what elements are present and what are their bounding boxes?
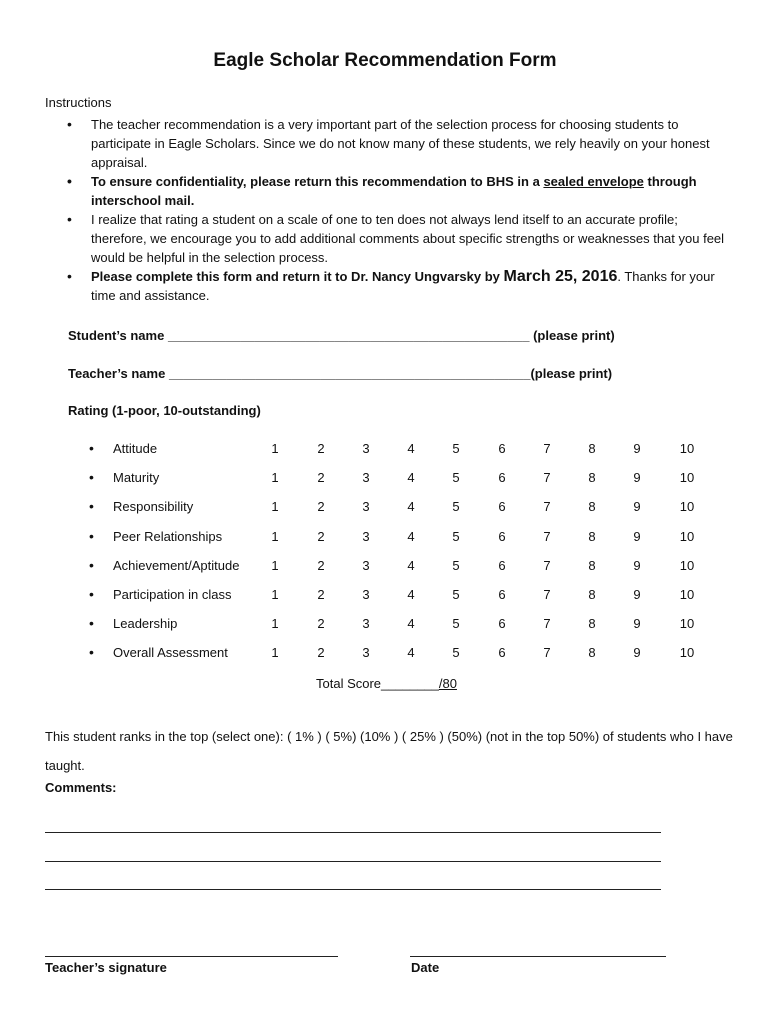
rating-row xyxy=(0,498,770,527)
rating-option[interactable]: 6 xyxy=(498,557,506,573)
rating-criterion-label: Participation in class xyxy=(113,586,232,602)
rating-option[interactable]: 9 xyxy=(633,586,641,602)
bullet-icon: • xyxy=(89,644,94,661)
instruction-text: Please complete this form and return it to Dr. Nancy Ungvarsky by xyxy=(91,269,504,284)
comment-line[interactable] xyxy=(45,861,661,862)
rating-option[interactable]: 1 xyxy=(271,528,279,544)
comment-line[interactable] xyxy=(45,889,661,890)
rating-option[interactable]: 10 xyxy=(679,528,695,544)
rating-option[interactable]: 4 xyxy=(407,586,415,602)
rating-option[interactable]: 9 xyxy=(633,645,641,661)
rating-heading: Rating (1-poor, 10-outstanding) xyxy=(68,403,261,418)
rating-option[interactable]: 4 xyxy=(407,441,415,456)
total-score-blank[interactable]: ________ xyxy=(381,676,439,691)
rating-option[interactable]: 1 xyxy=(271,586,279,602)
rating-row xyxy=(0,528,770,557)
rating-option[interactable]: 2 xyxy=(317,586,325,602)
rating-option[interactable]: 9 xyxy=(633,557,641,573)
rating-option[interactable]: 5 xyxy=(452,470,460,486)
rating-option[interactable]: 1 xyxy=(271,645,279,661)
comment-line[interactable] xyxy=(45,832,661,833)
rating-criterion-label: Maturity xyxy=(113,470,160,486)
rating-row xyxy=(0,644,770,673)
rating-option[interactable]: 7 xyxy=(543,441,551,456)
rating-option[interactable]: 7 xyxy=(543,528,551,544)
instruction-text: To ensure confidentiality, please return this recommendation to BHS in a xyxy=(91,174,544,189)
rating-option[interactable]: 2 xyxy=(317,616,325,632)
rating-option[interactable]: 3 xyxy=(362,557,370,573)
teacher-name-suffix: (please print) xyxy=(530,366,613,381)
rating-option[interactable]: 1 xyxy=(271,499,279,515)
bullet-icon: • xyxy=(89,585,94,602)
rating-option[interactable]: 6 xyxy=(498,528,506,544)
rating-option[interactable]: 1 xyxy=(271,616,279,632)
rating-option[interactable]: 3 xyxy=(362,499,370,515)
teacher-name-label: Teacher’s name xyxy=(68,366,166,381)
rating-row xyxy=(0,440,770,469)
rating-option[interactable]: 5 xyxy=(452,528,460,544)
rating-option[interactable]: 7 xyxy=(543,470,551,486)
instruction-text: I realize that rating a student on a scale of one to ten does not always lend itself to an accurate profile; therefore, we encourage you to add additional comments about specific strengths or weaknesses that you feel would be helpful in the selection process. xyxy=(91,212,725,265)
rating-table xyxy=(0,440,770,674)
due-date: March 25, 2016 xyxy=(503,268,618,285)
rating-option[interactable]: 2 xyxy=(317,441,325,456)
student-name-line[interactable]: __________________________________________________ xyxy=(167,328,530,343)
sealed-envelope-text: sealed envelope xyxy=(543,174,644,189)
bullet-icon: • xyxy=(89,440,94,456)
rating-criterion-label: Peer Relationships xyxy=(113,528,223,544)
teacher-name-field[interactable] xyxy=(68,366,612,381)
rating-option[interactable]: 1 xyxy=(271,470,279,486)
student-name-field[interactable] xyxy=(68,328,615,343)
rating-option[interactable]: 2 xyxy=(317,470,325,486)
rating-option[interactable]: 7 xyxy=(543,586,551,602)
rank-selection[interactable]: This student ranks in the top (select one): ( 1% ) ( 5%) (10% ) ( 25% ) (50%) (not in the top 50%) of students who I have taught. xyxy=(45,729,733,773)
rating-option[interactable]: 3 xyxy=(362,616,370,632)
student-name-label: Student’s name xyxy=(68,328,165,343)
rating-option[interactable]: 3 xyxy=(362,586,370,602)
rating-option[interactable]: 8 xyxy=(588,645,596,661)
rating-option[interactable]: 3 xyxy=(362,441,370,456)
rating-option[interactable]: 8 xyxy=(588,528,596,544)
rating-option[interactable]: 4 xyxy=(407,645,415,661)
bullet-icon: • xyxy=(89,498,94,515)
rating-option[interactable]: 6 xyxy=(498,645,506,661)
instruction-item xyxy=(45,210,735,267)
rating-row xyxy=(0,615,770,644)
rating-option[interactable]: 8 xyxy=(588,499,596,515)
total-score xyxy=(316,676,457,691)
rating-option[interactable]: 7 xyxy=(543,557,551,573)
rating-option[interactable]: 5 xyxy=(452,616,460,632)
rating-option[interactable]: 10 xyxy=(679,586,695,602)
rating-option[interactable]: 6 xyxy=(498,586,506,602)
rating-option[interactable]: 1 xyxy=(271,441,279,456)
instruction-text: through interschool mail. xyxy=(91,174,697,208)
rating-option[interactable]: 10 xyxy=(679,557,695,573)
rating-option[interactable]: 3 xyxy=(362,528,370,544)
instructions-heading: Instructions xyxy=(45,95,112,110)
rating-option[interactable]: 3 xyxy=(362,645,370,661)
total-score-max: /80 xyxy=(438,676,457,691)
rating-option[interactable]: 4 xyxy=(407,470,415,486)
rating-criterion-label: Attitude xyxy=(113,441,158,456)
rating-option[interactable]: 5 xyxy=(452,441,460,456)
instruction-item xyxy=(45,267,735,305)
rating-option[interactable]: 2 xyxy=(317,557,325,573)
rating-option[interactable]: 3 xyxy=(362,470,370,486)
student-name-suffix: (please print) xyxy=(533,328,615,343)
rating-row xyxy=(0,469,770,498)
rating-option[interactable]: 7 xyxy=(543,645,551,661)
rating-criterion-label: Leadership xyxy=(113,616,178,632)
instruction-text: . Thanks for your time and assistance. xyxy=(91,269,715,303)
date-label: Date xyxy=(411,960,440,975)
rating-option[interactable]: 4 xyxy=(407,557,415,573)
rating-option[interactable]: 2 xyxy=(317,499,325,515)
date-line[interactable] xyxy=(410,956,666,957)
rating-row xyxy=(0,586,770,615)
rating-option[interactable]: 8 xyxy=(588,616,596,632)
teacher-signature-label: Teacher’s signature xyxy=(45,960,167,975)
rating-option[interactable]: 9 xyxy=(633,499,641,515)
signature-line[interactable] xyxy=(45,956,338,957)
rating-option[interactable]: 4 xyxy=(407,528,415,544)
rating-option[interactable]: 9 xyxy=(633,470,641,486)
comments-label: Comments: xyxy=(45,780,117,795)
rating-option[interactable]: 9 xyxy=(633,441,641,456)
rating-option[interactable]: 5 xyxy=(452,645,460,661)
total-score-label: Total Score xyxy=(316,676,382,691)
rating-option[interactable]: 4 xyxy=(407,499,415,515)
rating-option[interactable]: 6 xyxy=(498,470,506,486)
rating-option[interactable]: 6 xyxy=(498,499,506,515)
rating-criterion-label: Overall Assessment xyxy=(113,645,228,661)
rating-option[interactable]: 5 xyxy=(452,499,460,515)
rating-option[interactable]: 10 xyxy=(679,470,695,486)
instruction-item xyxy=(45,115,735,172)
rating-option[interactable]: 6 xyxy=(498,616,506,632)
rating-option[interactable]: 6 xyxy=(498,441,506,456)
rating-option[interactable]: 5 xyxy=(452,557,460,573)
instruction-item xyxy=(45,172,735,210)
bullet-icon: • xyxy=(89,527,94,544)
rating-criterion-label: Achievement/Aptitude xyxy=(113,557,240,573)
rating-option[interactable]: 2 xyxy=(317,645,325,661)
teacher-name-line[interactable]: __________________________________________________ xyxy=(168,366,531,381)
rating-option[interactable]: 10 xyxy=(679,441,695,456)
rating-option[interactable]: 10 xyxy=(679,499,695,515)
rating-row xyxy=(0,557,770,586)
rating-option[interactable]: 1 xyxy=(271,557,279,573)
rating-option[interactable]: 7 xyxy=(543,499,551,515)
rating-option[interactable]: 10 xyxy=(679,616,695,632)
instructions-list xyxy=(45,115,735,305)
rating-option[interactable]: 4 xyxy=(407,616,415,632)
bullet-icon: • xyxy=(89,469,94,486)
form-title: Eagle Scholar Recommendation Form xyxy=(213,50,557,71)
bullet-icon: • xyxy=(89,615,94,632)
rating-option[interactable]: 9 xyxy=(633,528,641,544)
rating-option[interactable]: 9 xyxy=(633,616,641,632)
bullet-icon: • xyxy=(89,556,94,573)
instruction-text: The teacher recommendation is a very important part of the selection process for choosing students to participate in Eagle Scholars. Since we do not know many of these students, we rely heavily on your honest appraisal. xyxy=(91,117,710,170)
rating-option[interactable]: 7 xyxy=(543,616,551,632)
rating-criterion-label: Responsibility xyxy=(113,499,194,515)
rating-option[interactable]: 8 xyxy=(588,470,596,486)
rating-option[interactable]: 5 xyxy=(452,586,460,602)
rating-option[interactable]: 8 xyxy=(588,557,596,573)
rating-option[interactable]: 8 xyxy=(588,441,596,456)
rating-option[interactable]: 10 xyxy=(679,645,695,661)
rating-option[interactable]: 8 xyxy=(588,586,596,602)
rating-option[interactable]: 2 xyxy=(317,528,325,544)
